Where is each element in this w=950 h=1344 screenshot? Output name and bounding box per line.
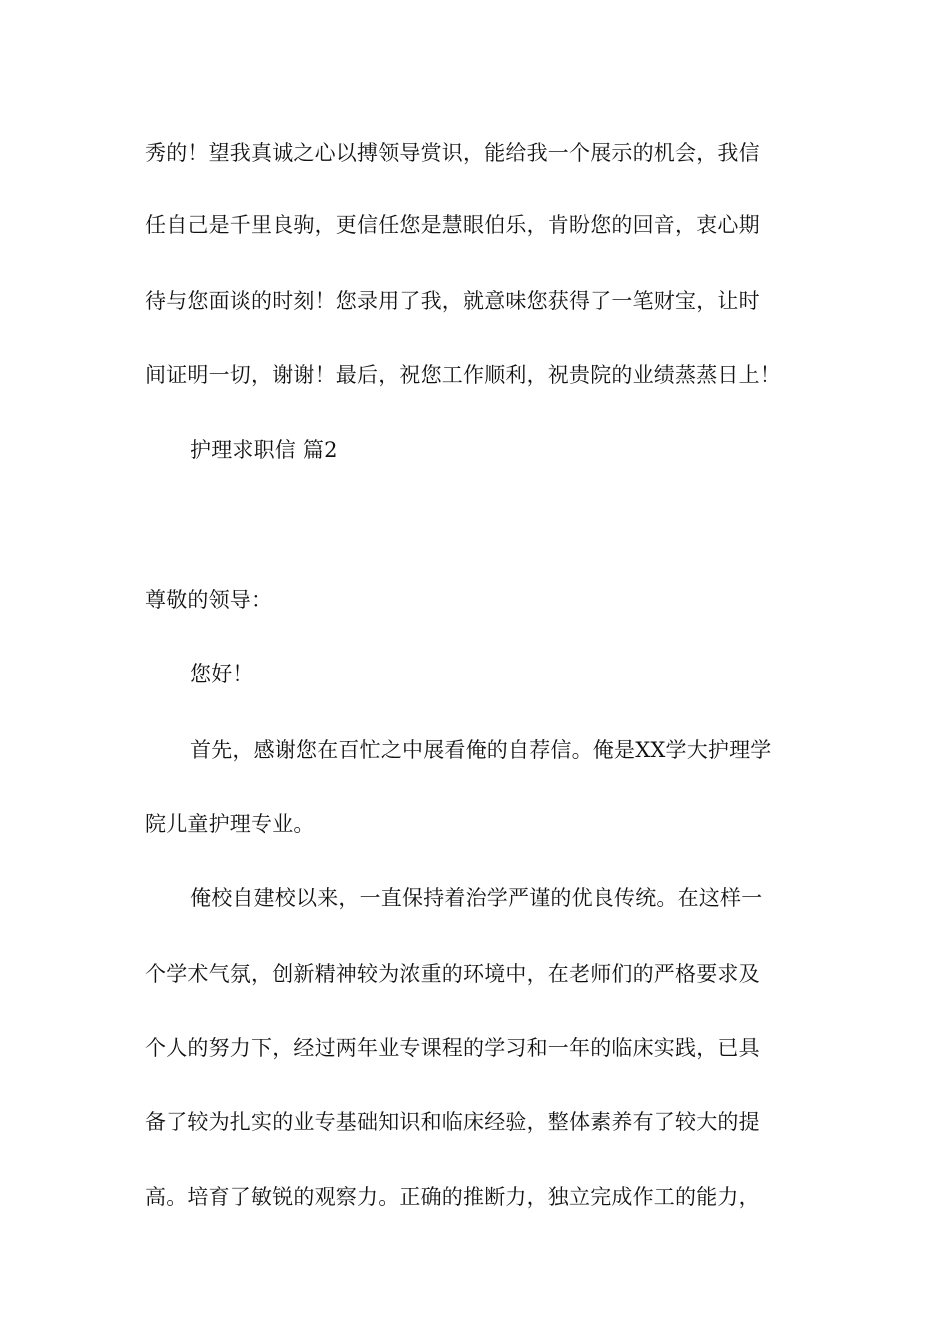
paragraph-line: 高。培育了敏锐的观察力。正确的推断力，独立完成作工的能力， (145, 1185, 760, 1209)
paragraph-line: 个学术气氛，创新精神较为浓重的环境中，在老师们的严格要求及 (145, 962, 760, 986)
paragraph-line: 首先，感谢您在百忙之中展看俺的自荐信。俺是XX学大护理学 (190, 738, 772, 762)
paragraph-line: 任自己是千里良驹，更信任您是慧眼伯乐，肯盼您的回音，衷心期 (145, 213, 760, 237)
paragraph-line: 待与您面谈的时刻！您录用了我，就意味您获得了一笔财宝，让时 (145, 289, 760, 313)
greeting: 您好！ (190, 662, 254, 686)
section-heading: 护理求职信 篇2 (190, 438, 338, 462)
paragraph-line: 秀的！望我真诚之心以搏领导赏识，能给我一个展示的机会，我信 (145, 141, 760, 165)
paragraph-line: 个人的努力下，经过两年业专课程的学习和一年的临床实践，已具 (145, 1036, 760, 1060)
paragraph-line: 院儿童护理专业。 (145, 812, 315, 836)
paragraph-line: 备了较为扎实的业专基础知识和临床经验，整体素养有了较大的提 (145, 1110, 760, 1134)
salutation: 尊敬的领导： (145, 588, 273, 612)
paragraph-line: 俺校自建校以来，一直保持着治学严谨的优良传统。在这样一 (190, 886, 763, 910)
paragraph-line: 间证明一切，谢谢！最后，祝您工作顺利，祝贵院的业绩蒸蒸日上！ (145, 363, 781, 387)
